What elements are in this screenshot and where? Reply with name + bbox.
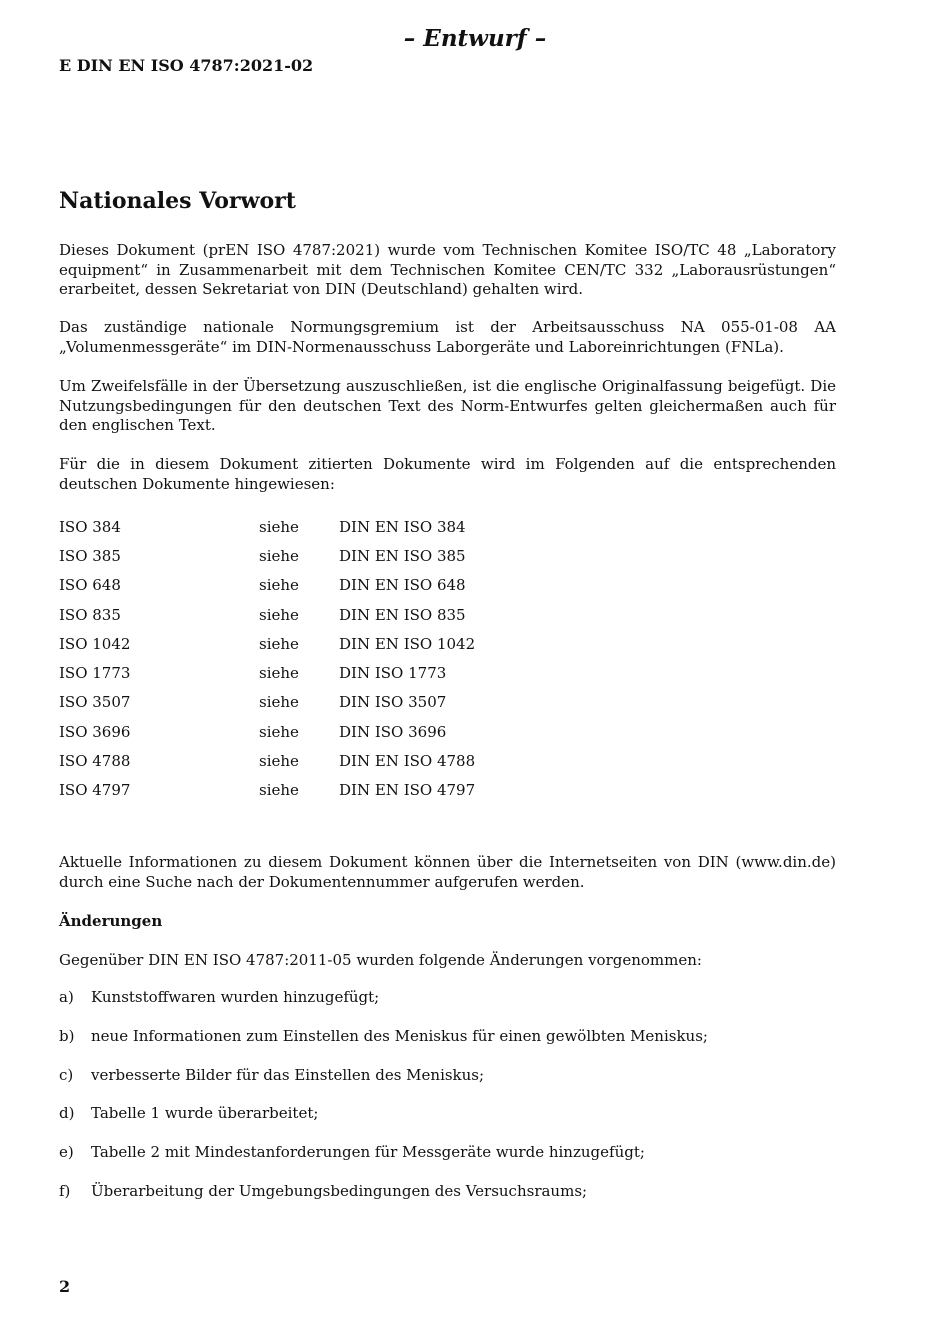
paragraph-translation: Um Zweifelsfälle in der Übersetzung auszuschließen, ist die englische Originalfassung beigefügt. Die Nutzungsbedingungen für den deutschen Text des Norm-Entwurfes gelten gleichermaßen auch für den englischen Text.: [59, 377, 836, 434]
document-id: E DIN EN ISO 4787:2021-02: [59, 56, 314, 75]
list-item: [59, 1143, 836, 1182]
iso-ref: ISO 3507: [59, 693, 131, 712]
reference-row: [59, 541, 559, 570]
din-ref: DIN ISO 3696: [339, 722, 447, 741]
paragraph-committee: Dieses Dokument (prEN ISO 4787:2021) wurde vom Technischen Komitee ISO/TC 48 „Laboratory equipment“ in Zusammenarbeit mit dem Technischen Komitee CEN/TC 332 „Laborausrüstungen“ erarbeitet, dessen Sekretariat von DIN (Deutschland) gehalten wird.: [59, 241, 836, 298]
list-item-label: d): [59, 1104, 75, 1123]
iso-ref: ISO 648: [59, 576, 121, 595]
list-item-text: Kunststoffwaren wurden hinzugefügt;: [91, 988, 380, 1006]
iso-ref: ISO 4788: [59, 752, 131, 771]
see-word: siehe: [259, 693, 299, 712]
iso-ref: ISO 3696: [59, 722, 131, 741]
paragraph-references-intro: Für die in diesem Dokument zitierten Dokumente wird im Folgenden auf die entsprechenden deutschen Dokumente hingewiesen:: [59, 455, 836, 493]
list-item-label: e): [59, 1143, 74, 1162]
din-ref: DIN EN ISO 384: [339, 517, 466, 536]
list-item-label: c): [59, 1065, 74, 1084]
see-word: siehe: [259, 781, 299, 800]
din-ref: DIN EN ISO 648: [339, 576, 466, 595]
list-item-label: b): [59, 1026, 75, 1045]
reference-row: [59, 571, 559, 600]
changes-list: [59, 988, 836, 1221]
iso-ref: ISO 4797: [59, 781, 131, 800]
reference-row: [59, 629, 559, 658]
changes-heading: Änderungen: [59, 912, 163, 930]
din-ref: DIN EN ISO 1042: [339, 634, 476, 653]
list-item: [59, 1182, 836, 1221]
list-item-text: neue Informationen zum Einstellen des Meniskus für einen gewölbten Meniskus;: [91, 1026, 708, 1045]
list-item: [59, 1104, 836, 1143]
paragraph-info: Aktuelle Informationen zu diesem Dokument können über die Internetseiten von DIN (www.din.de) durch eine Suche nach der Dokumentennummer aufgerufen werden.: [59, 853, 836, 891]
reference-row: [59, 776, 559, 805]
iso-ref: ISO 835: [59, 605, 121, 624]
list-item: [59, 1027, 836, 1066]
reference-row: [59, 688, 559, 717]
see-word: siehe: [259, 546, 299, 565]
list-item-text: Tabelle 1 wurde überarbeitet;: [91, 1104, 319, 1123]
reference-table: [59, 512, 559, 805]
reference-row: [59, 658, 559, 687]
see-word: siehe: [259, 634, 299, 653]
list-item-text: Überarbeitung der Umgebungsbedingungen des Versuchsraums;: [91, 1181, 588, 1200]
paragraph-national-body: Das zuständige nationale Normungsgremium ist der Arbeitsausschuss NA 055-01-08 AA „Volumenmessgeräte“ im DIN-Normenausschuss Laborgeräte und Laboreinrichtungen (FNLa).: [59, 318, 836, 356]
list-item-text: verbesserte Bilder für das Einstellen des Meniskus;: [91, 1065, 485, 1084]
section-title: Nationales Vorwort: [59, 188, 296, 214]
list-item-text: Tabelle 2 mit Mindestanforderungen für Messgeräte wurde hinzugefügt;: [91, 1143, 645, 1162]
iso-ref: ISO 384: [59, 517, 121, 536]
see-word: siehe: [259, 576, 299, 595]
draft-label: – Entwurf –: [403, 25, 547, 52]
iso-ref: ISO 1042: [59, 634, 131, 653]
list-item-label: a): [59, 988, 74, 1006]
reference-row: [59, 746, 559, 775]
see-word: siehe: [259, 517, 299, 536]
see-word: siehe: [259, 752, 299, 771]
din-ref: DIN EN ISO 385: [339, 546, 466, 565]
see-word: siehe: [259, 605, 299, 624]
din-ref: DIN EN ISO 835: [339, 605, 466, 624]
iso-ref: ISO 385: [59, 546, 121, 565]
see-word: siehe: [259, 664, 299, 683]
din-ref: DIN EN ISO 4788: [339, 752, 476, 771]
din-ref: DIN ISO 3507: [339, 693, 447, 712]
din-ref: DIN EN ISO 4797: [339, 781, 476, 800]
list-item: [59, 1066, 836, 1105]
reference-row: [59, 717, 559, 746]
list-item: [59, 988, 836, 1027]
iso-ref: ISO 1773: [59, 664, 131, 683]
page-number: 2: [59, 1277, 71, 1296]
din-ref: DIN ISO 1773: [339, 664, 447, 683]
reference-row: [59, 600, 559, 629]
list-item-label: f): [59, 1181, 71, 1200]
reference-row: [59, 512, 559, 541]
changes-intro: Gegenüber DIN EN ISO 4787:2011-05 wurden folgende Änderungen vorgenommen:: [59, 951, 702, 969]
see-word: siehe: [259, 722, 299, 741]
